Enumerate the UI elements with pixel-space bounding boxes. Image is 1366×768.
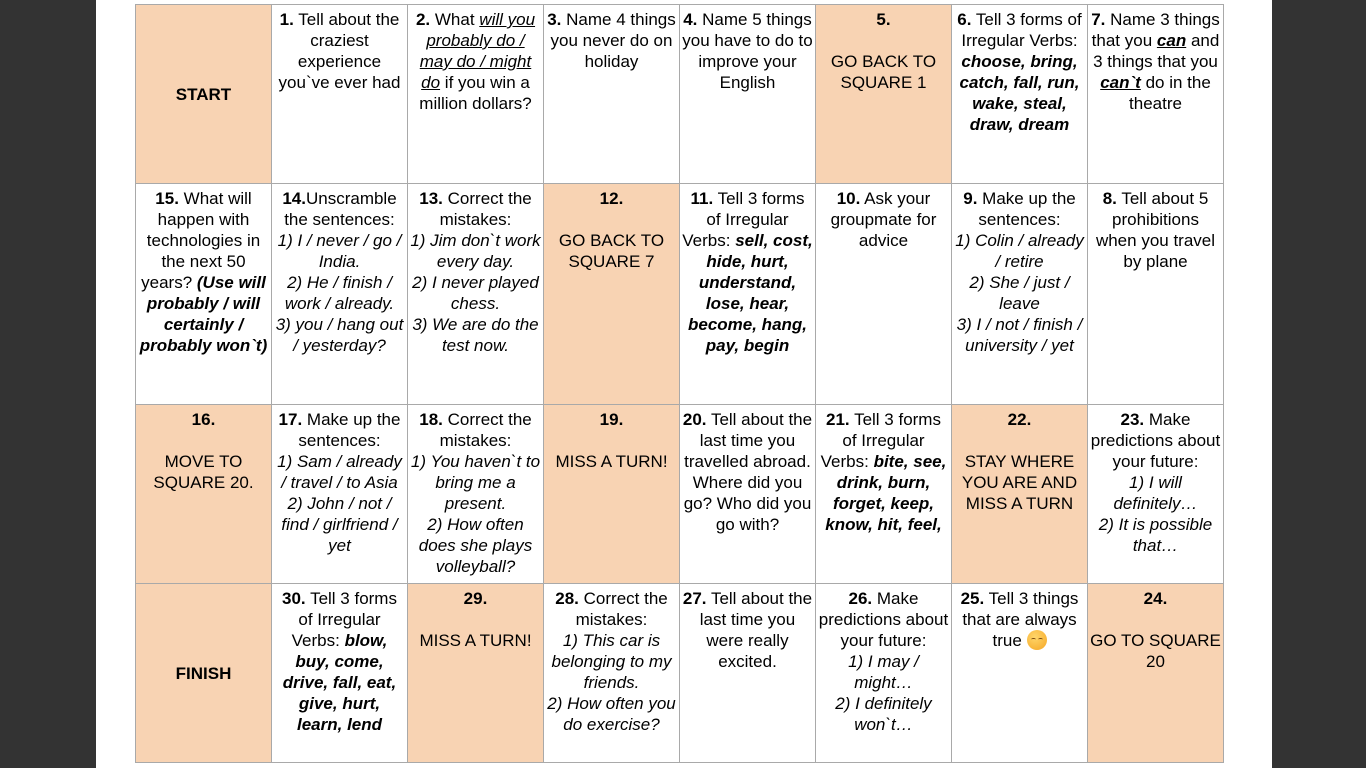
square-5 bbox=[816, 5, 952, 184]
square-16 bbox=[136, 405, 272, 584]
sentence-item: 1) Colin / already / retire bbox=[955, 231, 1084, 271]
square-number: 26. bbox=[848, 589, 873, 608]
sentence-item: 2) I never played chess. bbox=[412, 273, 539, 313]
square-number: 17. bbox=[278, 410, 303, 429]
square-29 bbox=[408, 584, 544, 763]
square-24 bbox=[1088, 584, 1224, 763]
square-text: Tell 3 forms of Irregular Verbs: bbox=[961, 10, 1082, 50]
square-number: 1. bbox=[279, 10, 294, 29]
square-19 bbox=[544, 405, 680, 584]
square-finish bbox=[136, 584, 272, 763]
square-number: 24. bbox=[1143, 589, 1168, 608]
start-label: START bbox=[175, 84, 232, 104]
square-20 bbox=[680, 405, 816, 584]
square-2 bbox=[408, 5, 544, 184]
finish-label: FINISH bbox=[175, 663, 232, 683]
square-text: Make predictions about your future: bbox=[818, 589, 949, 650]
square-text: Name 5 things you have to do to improve your English bbox=[682, 10, 813, 92]
square-text: Tell about the last time you travelled abroad. Where did you go? Who did you go with? bbox=[683, 410, 813, 534]
sentence-item: 2) How often you do exercise? bbox=[547, 694, 676, 734]
irregular-verbs-list: choose, bring, catch, fall, run, wake, steal, draw, dream bbox=[959, 52, 1080, 134]
square-text: Tell 3 forms of Irregular Verbs: bbox=[682, 189, 805, 250]
irregular-verbs-list: sell, cost, hide, hurt, understand, lose, hear, become, hang, pay, begin bbox=[687, 231, 813, 355]
sentence-item: 2) John / not / find / girlfriend / yet bbox=[281, 494, 398, 555]
square-1 bbox=[272, 5, 408, 184]
modal-verbs-emphasis: will you probably do / may do / might do bbox=[419, 10, 536, 92]
square-number: 12. bbox=[599, 189, 624, 208]
board-row-4 bbox=[136, 584, 1224, 763]
square-9 bbox=[952, 184, 1088, 405]
square-text-post: do in the theatre bbox=[1129, 73, 1211, 113]
square-12 bbox=[544, 184, 680, 405]
sentence-item: 2) He / finish / work / already. bbox=[284, 273, 395, 313]
sentence-item: 1) Sam / already / travel / to Asia bbox=[277, 452, 402, 492]
irregular-verbs-list: bite, see, drink, burn, forget, keep, know, hit, feel, bbox=[825, 452, 947, 534]
square-18 bbox=[408, 405, 544, 584]
square-number: 6. bbox=[957, 10, 972, 29]
square-action: GO TO SQUARE 20 bbox=[1090, 631, 1221, 671]
square-number: 23. bbox=[1120, 410, 1145, 429]
square-text: What will happen with technologies in the next 50 years? bbox=[141, 189, 261, 292]
square-28 bbox=[544, 584, 680, 763]
square-text: Ask your groupmate for advice bbox=[830, 189, 937, 250]
square-text: Correct the mistakes: bbox=[575, 589, 668, 629]
sentence-item: 3) We are do the test now. bbox=[412, 315, 539, 355]
square-text: Tell about the craziest experience you`ve ever had bbox=[278, 10, 401, 92]
square-number: 15. bbox=[155, 189, 179, 208]
sentence-item: 2) How often does she plays volleyball? bbox=[418, 515, 533, 576]
square-15 bbox=[136, 184, 272, 405]
square-number: 7. bbox=[1091, 10, 1106, 29]
square-number: 9. bbox=[963, 189, 978, 208]
square-10 bbox=[816, 184, 952, 405]
square-6 bbox=[952, 5, 1088, 184]
square-text: Name 4 things you never do on holiday bbox=[550, 10, 676, 71]
square-number: 22. bbox=[1007, 410, 1032, 429]
square-number: 11. bbox=[690, 189, 714, 208]
sentence-item: 1) I may / might… bbox=[848, 652, 919, 692]
sentence-item: 1) Jim don`t work every day. bbox=[410, 231, 541, 271]
square-14 bbox=[272, 184, 408, 405]
square-11 bbox=[680, 184, 816, 405]
square-text: Correct the mistakes: bbox=[439, 189, 532, 229]
square-text: Name 3 things that you bbox=[1091, 10, 1220, 50]
square-action: GO BACK TO SQUARE 7 bbox=[558, 231, 665, 271]
square-number: 8. bbox=[1102, 189, 1117, 208]
square-action: MISS A TURN! bbox=[419, 631, 532, 650]
square-number: 20. bbox=[682, 410, 707, 429]
document-page bbox=[96, 0, 1272, 768]
square-number: 21. bbox=[826, 410, 850, 429]
square-number: 30. bbox=[282, 589, 306, 608]
square-number: 3. bbox=[547, 10, 562, 29]
square-number: 10. bbox=[836, 189, 861, 208]
square-23 bbox=[1088, 405, 1224, 584]
square-22 bbox=[952, 405, 1088, 584]
square-27 bbox=[680, 584, 816, 763]
square-30 bbox=[272, 584, 408, 763]
sentence-item: 1) I / never / go / India. bbox=[277, 231, 402, 271]
square-text: Make predictions about your future: bbox=[1090, 410, 1221, 471]
sentence-item: 2) She / just / leave bbox=[969, 273, 1070, 313]
square-text: Tell 3 forms of Irregular Verbs: bbox=[291, 589, 397, 650]
sentence-item: 1) You haven`t to bring me a present. bbox=[410, 452, 541, 513]
square-text-post: if you win a million dollars? bbox=[419, 73, 532, 113]
square-number: 27. bbox=[682, 589, 707, 608]
square-8 bbox=[1088, 184, 1224, 405]
sentence-item: 2) It is possible that… bbox=[1098, 515, 1213, 555]
square-number: 19. bbox=[599, 410, 624, 429]
square-action: STAY WHERE YOU ARE AND MISS A TURN bbox=[961, 452, 1078, 513]
square-26 bbox=[816, 584, 952, 763]
can-emphasis: can bbox=[1156, 31, 1187, 50]
square-text-mid: and 3 things that you bbox=[1093, 31, 1220, 71]
square-number: 18. bbox=[419, 410, 443, 429]
square-text: Tell about the last time you were really excited. bbox=[699, 589, 813, 671]
square-number: 28. bbox=[555, 589, 579, 608]
square-4 bbox=[680, 5, 816, 184]
square-text: Unscramble the sentences: bbox=[284, 189, 397, 229]
square-number: 25. bbox=[960, 589, 985, 608]
square-number: 14. bbox=[282, 189, 306, 208]
square-25 bbox=[952, 584, 1088, 763]
sentence-item: 2) I definitely won`t… bbox=[835, 694, 932, 734]
square-start bbox=[136, 5, 272, 184]
relieved-face-emoji-icon bbox=[1027, 630, 1047, 650]
square-7 bbox=[1088, 5, 1224, 184]
square-17 bbox=[272, 405, 408, 584]
square-action: MOVE TO SQUARE 20. bbox=[153, 452, 254, 492]
square-13 bbox=[408, 184, 544, 405]
board-row-3 bbox=[136, 405, 1224, 584]
square-number: 29. bbox=[463, 589, 488, 608]
square-number: 4. bbox=[683, 10, 698, 29]
irregular-verbs-list: blow, buy, come, drive, fall, eat, give, hurt, learn, lend bbox=[282, 631, 397, 734]
square-text: Tell 3 things that are always true bbox=[962, 589, 1079, 650]
square-21 bbox=[816, 405, 952, 584]
sentence-item: 1) I will definitely… bbox=[1113, 473, 1198, 513]
square-number: 13. bbox=[419, 189, 443, 208]
sentence-item: 3) I / not / finish / university / yet bbox=[956, 315, 1083, 355]
square-text: Make up the sentences: bbox=[978, 189, 1076, 229]
sentence-item: 3) you / hang out / yesterday? bbox=[275, 315, 404, 355]
square-text: What bbox=[434, 10, 475, 29]
cant-emphasis: can`t bbox=[1100, 73, 1141, 92]
board-row-2 bbox=[136, 184, 1224, 405]
square-action: GO BACK TO SQUARE 1 bbox=[830, 52, 937, 92]
board-row-1 bbox=[136, 5, 1224, 184]
square-number: 16. bbox=[191, 410, 216, 429]
square-text: Tell about 5 prohibitions when you travel by plane bbox=[1095, 189, 1216, 271]
board-game-table bbox=[135, 4, 1224, 763]
sentence-item: 1) This car is belonging to my friends. bbox=[551, 631, 672, 692]
square-action: MISS A TURN! bbox=[555, 452, 668, 471]
square-text: Tell 3 forms of Irregular Verbs: bbox=[820, 410, 941, 471]
square-text: Make up the sentences: bbox=[298, 410, 401, 450]
square-text: Correct the mistakes: bbox=[439, 410, 532, 450]
square-number: 5. bbox=[876, 10, 891, 29]
square-number: 2. bbox=[415, 10, 431, 29]
square-3 bbox=[544, 5, 680, 184]
square-hint: (Use will probably / will certainly / probably won`t) bbox=[139, 273, 268, 355]
